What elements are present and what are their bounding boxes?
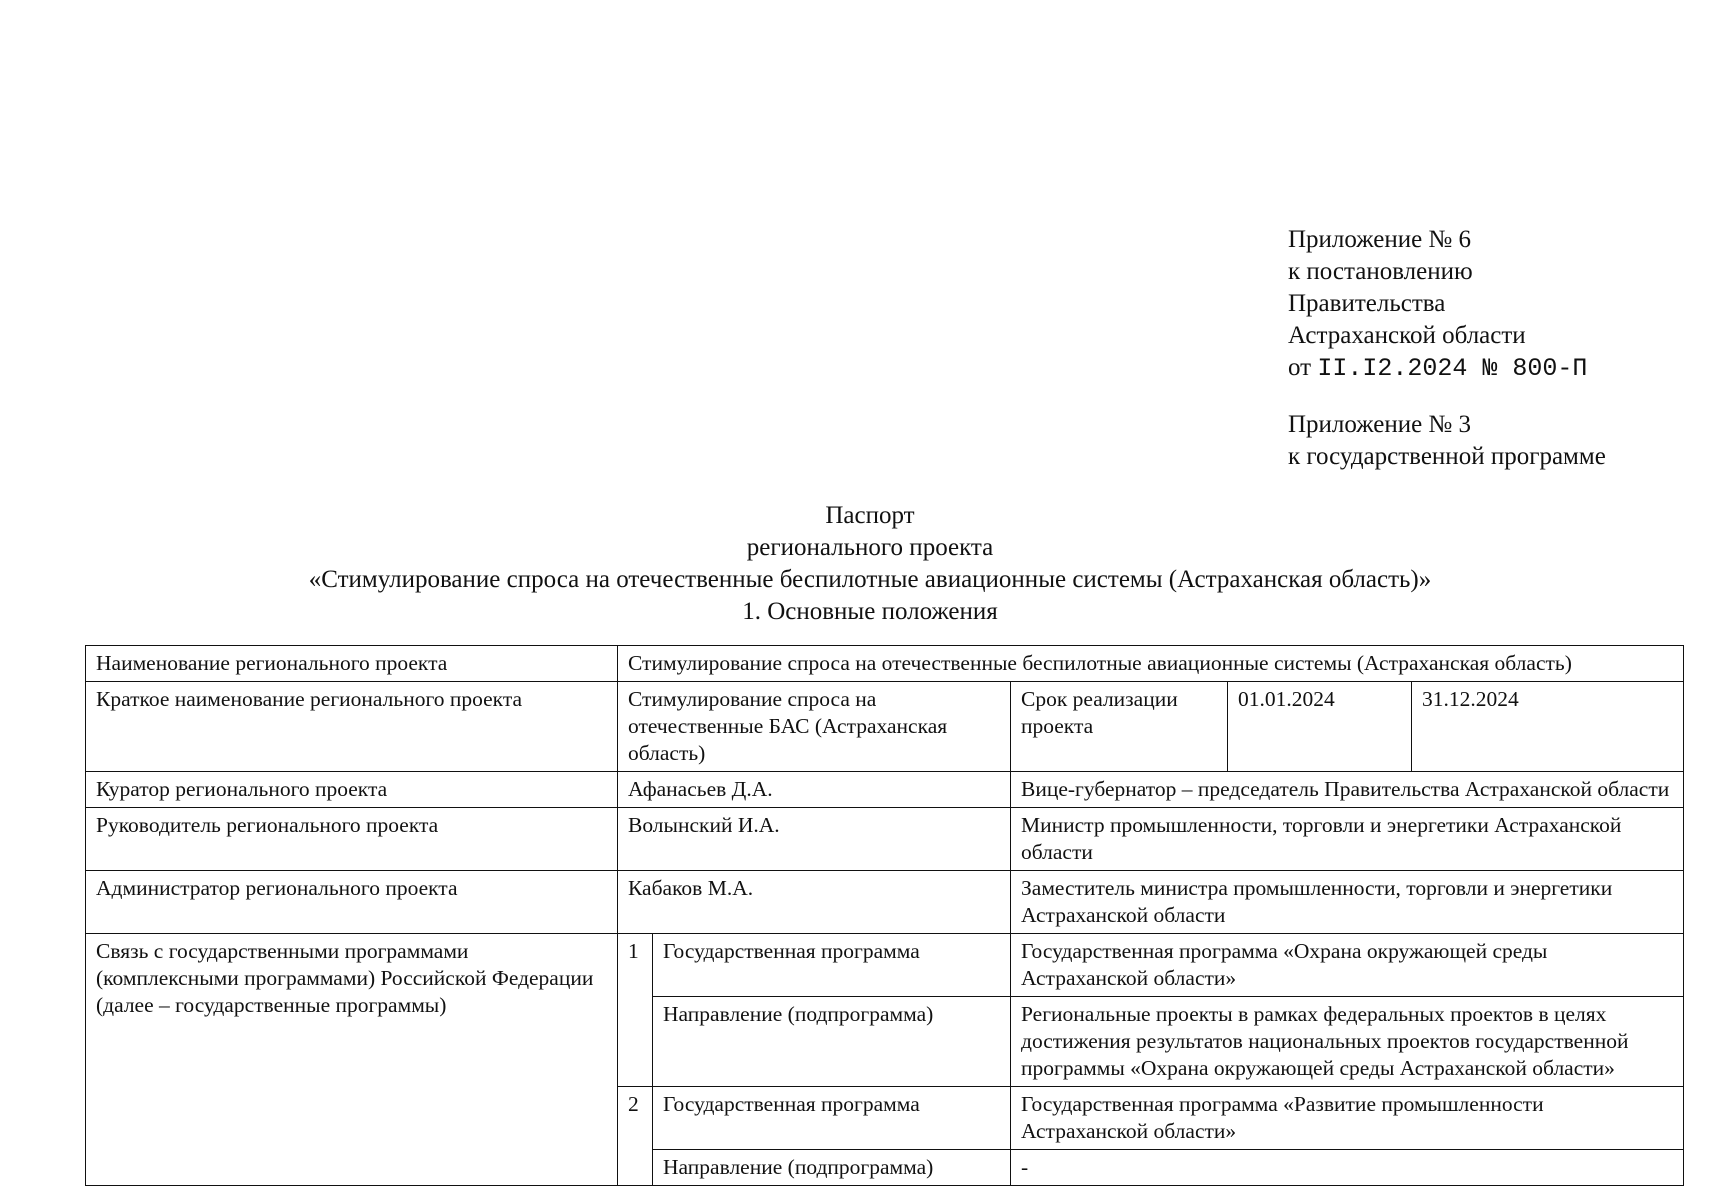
program-value: Государственная программа «Охрана окружающей среды Астраханской области»: [1011, 934, 1684, 997]
appendix-line: Приложение № 6: [1288, 226, 1472, 253]
admin-person: Кабаков М.А.: [618, 871, 1011, 934]
appendix-date-number: II.I2.2024 № 800-П: [1317, 354, 1588, 383]
appendix-block: [1288, 224, 1606, 473]
direction-value: -: [1011, 1150, 1684, 1186]
program-number: 1: [618, 934, 653, 1087]
title-line-passport: Паспорт: [825, 502, 915, 529]
head-person: Волынский И.А.: [618, 808, 1011, 871]
row-label-programs: Связь с государственными программами (комплексными программами) Российской Федерации (далее – государственные программы): [86, 934, 618, 1186]
head-position: Министр промышленности, торговли и энергетики Астраханской области: [1011, 808, 1684, 871]
passport-table: [85, 645, 1684, 1186]
curator-person: Афанасьев Д.А.: [618, 772, 1011, 808]
direction-value: Региональные проекты в рамках федеральных проектов в целях достижения результатов национальных проектов государственной программы «Охрана окружающей среды Астраханской области»: [1011, 997, 1684, 1087]
table-row: [86, 934, 1684, 997]
table-row: [86, 646, 1684, 682]
term-label: Срок реализации проекта: [1011, 682, 1228, 772]
row-label-short-name: Краткое наименование регионального проекта: [86, 682, 618, 772]
program-label: Государственная программа: [653, 1087, 1011, 1150]
appendix-line: к государственной программе: [1288, 443, 1606, 470]
appendix-date-line: [1288, 352, 1606, 385]
program-label: Государственная программа: [653, 934, 1011, 997]
term-end: 31.12.2024: [1412, 682, 1684, 772]
row-label-head: Руководитель регионального проекта: [86, 808, 618, 871]
row-label-curator: Куратор регионального проекта: [86, 772, 618, 808]
appendix-gap: [1288, 385, 1606, 409]
table-row: [86, 871, 1684, 934]
term-start: 01.01.2024: [1228, 682, 1412, 772]
curator-position: Вице-губернатор – председатель Правительства Астраханской области: [1011, 772, 1684, 808]
short-name-value: Стимулирование спроса на отечественные БАС (Астраханская область): [618, 682, 1011, 772]
appendix-line: к постановлению: [1288, 258, 1473, 285]
appendix-line: Правительства: [1288, 290, 1446, 317]
direction-label: Направление (подпрограмма): [653, 997, 1011, 1087]
appendix-date-prefix: от: [1288, 354, 1312, 381]
appendix-line: Приложение № 3: [1288, 411, 1472, 438]
section-heading: 1. Основные положения: [742, 598, 998, 625]
title-line-project: регионального проекта: [746, 534, 994, 561]
table-row: [86, 772, 1684, 808]
row-label-admin: Администратор регионального проекта: [86, 871, 618, 934]
table-row: [86, 682, 1684, 772]
table-row: [86, 808, 1684, 871]
title-line-name: «Стимулирование спроса на отечественные беспилотные авиационные системы (Астраханская область)»: [308, 566, 1432, 593]
program-number: 2: [618, 1087, 653, 1186]
row-label-name: Наименование регионального проекта: [86, 646, 618, 682]
admin-position: Заместитель министра промышленности, торговли и энергетики Астраханской области: [1011, 871, 1684, 934]
direction-label: Направление (подпрограмма): [653, 1150, 1011, 1186]
program-value: Государственная программа «Развитие промышленности Астраханской области»: [1011, 1087, 1684, 1150]
appendix-line: Астраханской области: [1288, 322, 1526, 349]
project-name-value: Стимулирование спроса на отечественные беспилотные авиационные системы (Астраханская область): [618, 646, 1684, 682]
document-title: [0, 500, 1722, 628]
